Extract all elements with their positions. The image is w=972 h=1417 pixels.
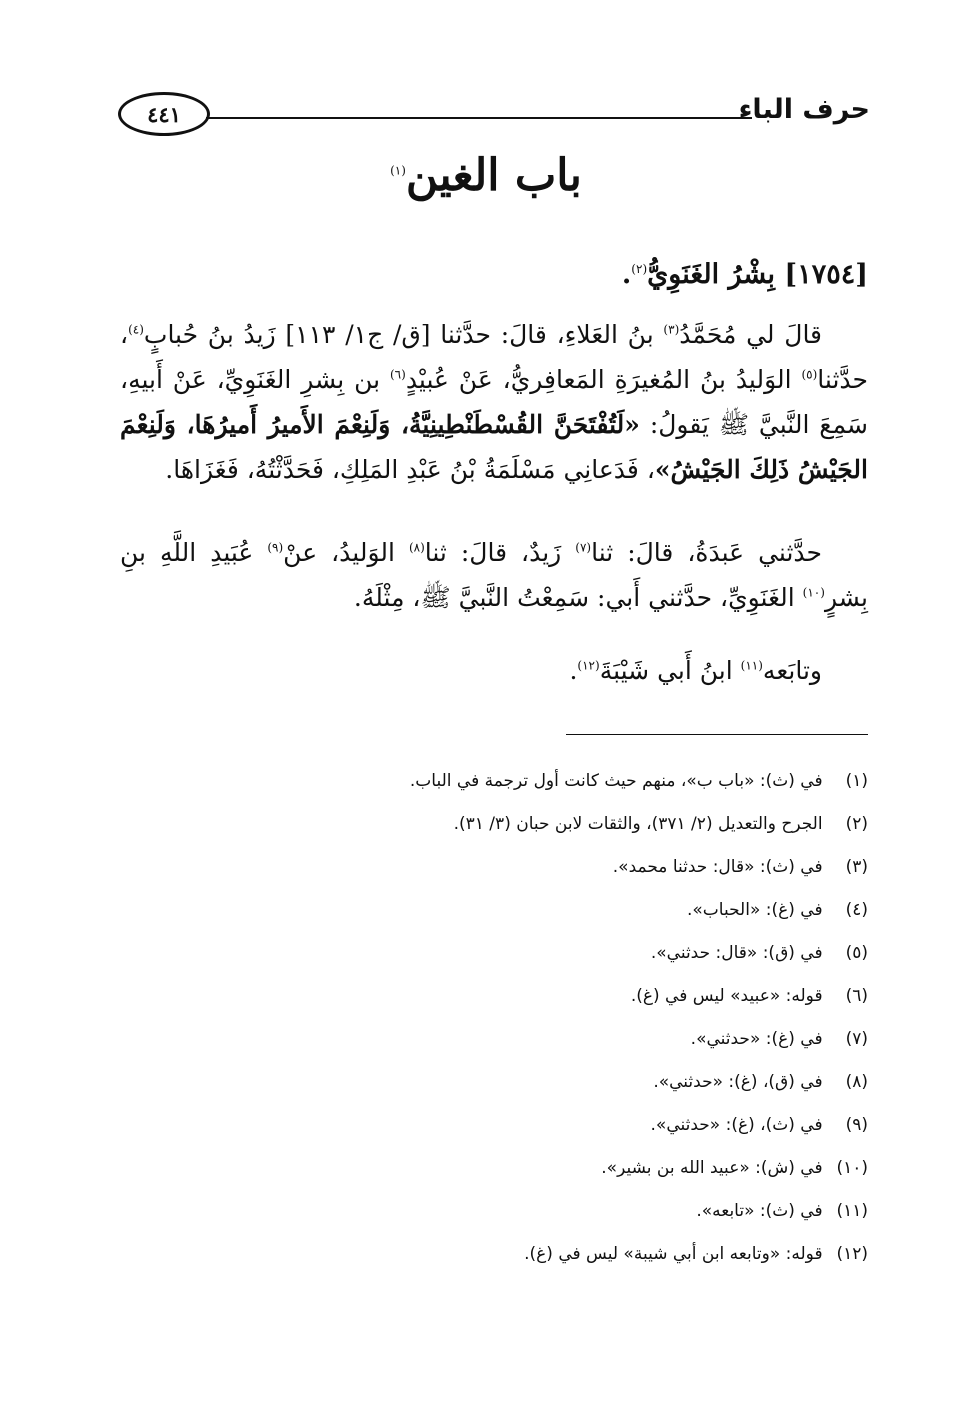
footnote-text: في (ق): «قال: حدثني». [650, 943, 823, 963]
footnote-item [120, 1233, 868, 1276]
footnote-item [120, 932, 868, 975]
footnote-number: (٣) [845, 857, 868, 877]
footnote-text: في (ث): «تابعه». [696, 1201, 823, 1221]
footnote-number: (١١) [836, 1201, 868, 1221]
footnote-item [120, 846, 868, 889]
chapter-title [0, 150, 972, 201]
footnote-item [120, 803, 868, 846]
footnote-text: قوله: «وتابعه ابن أبي شيبة» ليس في (غ). [524, 1244, 823, 1264]
text-run: الوَليدُ بنُ المُغيرَةِ المَعافِريُّ، عَنْ عُبيْدٍ [405, 365, 802, 394]
text-run: حدَّثني عَبدَةُ، قالَ: ثنا [591, 538, 822, 567]
footnote-ref: (٧) [575, 540, 592, 555]
footnote-text: في (ش): «عبيد الله بن بشير». [601, 1158, 823, 1178]
text-run: ، حدَّثنا [120, 320, 868, 394]
footnote-text: في (ق)، (غ): «حدثني». [653, 1072, 823, 1092]
footnote-text: في (ث)، (غ): «حدثني». [650, 1115, 823, 1135]
footnote-number: (١٢) [836, 1244, 868, 1264]
entry-end: . [621, 259, 632, 290]
footnote-ref: (١٠) [802, 585, 825, 600]
footnote-ref: (٨) [408, 540, 425, 555]
page-number: ٤٤١ [118, 92, 210, 136]
footnote-item [120, 1061, 868, 1104]
footnote-number: (٨) [845, 1072, 868, 1092]
text-run: الوَليدُ، عنْ [283, 538, 409, 567]
footnote-item [120, 760, 868, 803]
hadith-quote: «لَتُفْتَحَنَّ القُسْطَنْطِينِيَّةُ، وَلَنِعْمَ الأَميرُ أَميرُهَا، وَلَنِعْمَ الجَيْشُ ذَلِكَ الجَيْشُ» [120, 410, 868, 484]
text-run: الغَنَوِيِّ، حدَّثني أَبي: سَمِعْتُ النَّبيَّ ﷺ، مِثْلَهُ. [353, 583, 803, 612]
text-run: ، فَدَعانِي مَسْلَمَةُ بْنُ عَبْدِ المَلِكِ، فَحَدَّثْتُهُ، فَغَزَاهَا. [165, 455, 655, 484]
footnote-text: في (ث): «باب ب»، منهم حيث كانت أول ترجمة في الباب. [409, 771, 823, 791]
footnotes-list [120, 760, 868, 1276]
footnote-number: (٦) [845, 986, 868, 1006]
footnote-text: في (غ): «حدثني». [690, 1029, 823, 1049]
footnote-text: الجرح والتعديل (٢/ ٣٧١)، والثقات لابن حبان (٣/ ٣١). [453, 814, 823, 834]
entry-heading [120, 252, 868, 297]
footnote-item [120, 889, 868, 932]
footnote-ref: (١١) [740, 658, 763, 673]
text-run: بن بِشرِ الغَنَوِيِّ، عَنْ أَبيهِ، سَمِعَ النَّبيَّ ﷺ يَقولُ: [120, 365, 868, 439]
footnote-number: (٧) [845, 1029, 868, 1049]
footnote-separator [566, 734, 868, 735]
text-run: عُبَيدِ اللَّهِ بنِ بِشرٍ [120, 538, 868, 612]
paragraph-second-chain [120, 530, 868, 620]
paragraph-follow-up [120, 648, 868, 693]
footnote-ref: (٦) [389, 367, 406, 382]
footnote-ref: (٥) [801, 367, 818, 382]
footnote-ref: (٢) [631, 262, 648, 276]
footnote-ref: (١) [390, 163, 406, 178]
text-run: . [569, 656, 578, 685]
text-run: قالَ لي مُحَمَّدُ [679, 320, 823, 349]
footnote-text: في (غ): «الحباب». [686, 900, 823, 920]
footnote-number: (٤) [845, 900, 868, 920]
running-title: حرف الباء [738, 94, 870, 125]
footnote-ref: (١٢) [577, 658, 600, 673]
footnote-number: (١) [845, 771, 868, 791]
entry-name: بِشْرُ الغَنَوِيُّ [647, 259, 776, 290]
text-run: زَيدٌ، قالَ: ثنا [424, 538, 576, 567]
footnote-ref: (٩) [267, 540, 284, 555]
footnote-number: (٩) [845, 1115, 868, 1135]
footnote-number: (١٠) [836, 1158, 868, 1178]
text-run: ابنُ أَبي شَيْبَةَ [599, 656, 741, 685]
footnote-ref: (٤) [128, 322, 144, 337]
footnote-number: (٥) [845, 943, 868, 963]
running-header [118, 92, 870, 142]
text-run: بنُ العَلاءِ، قالَ: حدَّثنا [ق/ ج١/ ١١٣] زَيدُ بنُ حُبابٍ [143, 320, 664, 349]
header-rule [206, 117, 752, 119]
footnote-text: في (ث): «قال: حدثنا محمد». [612, 857, 823, 877]
footnote-item [120, 1104, 868, 1147]
footnote-item [120, 975, 868, 1018]
paragraph-isnad [120, 312, 868, 492]
entry-number: [١٧٥٤] [784, 259, 868, 290]
footnote-item [120, 1190, 868, 1233]
footnote-ref: (٣) [663, 322, 680, 337]
footnote-item [120, 1018, 868, 1061]
footnote-number: (٢) [845, 814, 868, 834]
footnote-item [120, 1147, 868, 1190]
text-run: وتابَعه [762, 656, 822, 685]
chapter-title-text: باب الغين [405, 150, 582, 201]
footnote-text: قوله: «عبيد» ليس في (غ). [630, 986, 823, 1006]
